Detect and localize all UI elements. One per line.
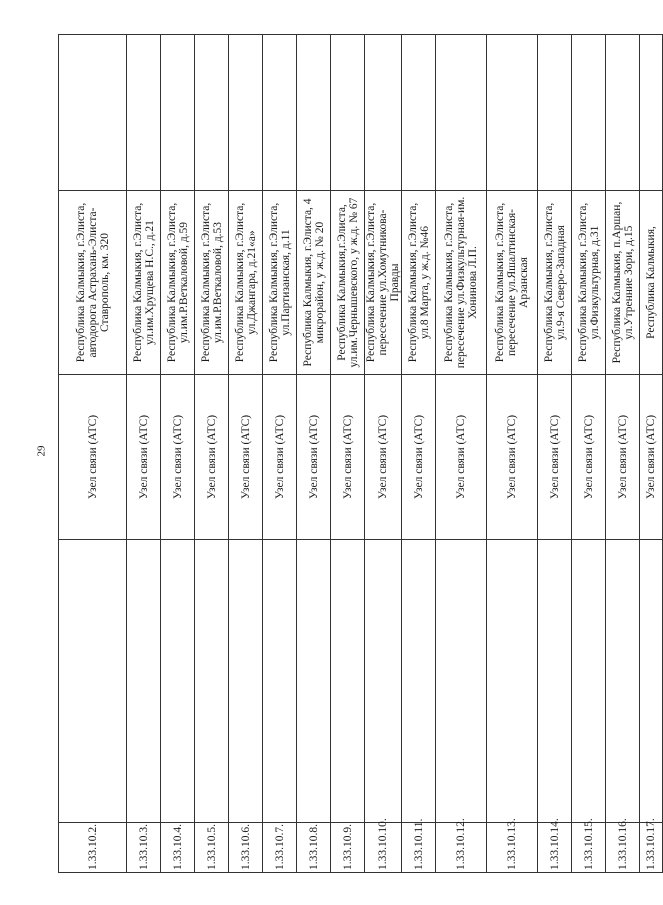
blank-cell — [59, 540, 127, 823]
table-row — [127, 35, 161, 873]
blank-cell — [606, 540, 640, 823]
object-type-cell: Узел связи (АТС) — [195, 375, 229, 540]
object-type-cell: Узел связи (АТС) — [365, 375, 402, 540]
object-type-cell: Узел связи (АТС) — [538, 375, 572, 540]
table-row — [640, 35, 663, 873]
table-row — [161, 35, 195, 873]
object-type-cell: Узел связи (АТС) — [297, 375, 331, 540]
row-number-cell: 1.33.10.11. — [402, 823, 436, 873]
blank-cell — [331, 540, 365, 823]
blank-cell — [640, 35, 663, 191]
object-type-cell: Узел связи (АТС) — [436, 375, 487, 540]
rotated-table-wrapper — [58, 35, 657, 873]
address-cell: Республика Калмыкия,г.Элиста, ул.им.Чернышевского, у ж.д. № 67 — [331, 191, 365, 375]
row-number-cell: 1.33.10.17. — [640, 823, 663, 873]
address-cell: Республика Калмыкия, г.Элиста, пересечение ул.Хомутникова-Правды — [365, 191, 402, 375]
table-row — [59, 35, 127, 873]
blank-cell — [161, 35, 195, 191]
table-row — [331, 35, 365, 873]
blank-cell — [572, 540, 606, 823]
address-cell: Республика Калмыкия, г.Элиста, ул.им.Хрущева Н.С., д.21 — [127, 191, 161, 375]
object-type-cell: Узел связи (АТС) — [127, 375, 161, 540]
blank-cell — [297, 540, 331, 823]
table-row — [487, 35, 538, 873]
row-number-cell: 1.33.10.4. — [161, 823, 195, 873]
row-number-cell: 1.33.10.8. — [297, 823, 331, 873]
blank-cell — [263, 540, 297, 823]
table-row — [365, 35, 402, 873]
blank-cell — [59, 35, 127, 191]
address-cell: Республика Калмыкия, г.Элиста, ул.Партизанская, д.11 — [263, 191, 297, 375]
address-cell: Республика Калмыкия, г.Элиста, 4 микрорайон, у ж.д. № 20 — [297, 191, 331, 375]
table-row — [229, 35, 263, 873]
blank-cell — [538, 540, 572, 823]
blank-cell — [161, 540, 195, 823]
address-cell: Республика Калмыкия, г.Элиста, ул.им.Р.Веткаловой, д.53 — [195, 191, 229, 375]
object-type-cell: Узел связи (АТС) — [161, 375, 195, 540]
rotated-table-frame — [58, 35, 657, 873]
row-number-cell: 1.33.10.3. — [127, 823, 161, 873]
table-row — [606, 35, 640, 873]
blank-cell — [127, 35, 161, 191]
blank-cell — [402, 540, 436, 823]
address-cell: Республика Калмыкия, г.Элиста, ул.8 Марта, у ж.д. №46 — [402, 191, 436, 375]
blank-cell — [436, 35, 487, 191]
address-cell: Республика Калмыкия, г.Элиста, пересечение ул.Яшалтинская-Арзанская — [487, 191, 538, 375]
blank-cell — [487, 35, 538, 191]
address-cell: Республика Калмыкия, г.Элиста, ул.им.Р.Веткаловой, д.59 — [161, 191, 195, 375]
table-row — [402, 35, 436, 873]
address-cell: Республика Калмыкия, г.Элиста, ул.Физкультурная, д.31 — [572, 191, 606, 375]
address-cell: Республика Калмыкия, п.Аршан, ул.Утренние Зори, д.15 — [606, 191, 640, 375]
address-cell: Республика Калмыкия, г.Элиста, автодорога Астрахань-Элиста-Ставрополь, км. 320 — [59, 191, 127, 375]
object-type-cell: Узел связи (АТС) — [640, 375, 663, 540]
table-row — [538, 35, 572, 873]
blank-cell — [297, 35, 331, 191]
blank-cell — [229, 540, 263, 823]
blank-cell — [365, 540, 402, 823]
blank-cell — [436, 540, 487, 823]
object-type-cell: Узел связи (АТС) — [59, 375, 127, 540]
blank-cell — [640, 540, 663, 823]
object-type-cell: Узел связи (АТС) — [572, 375, 606, 540]
row-number-cell: 1.33.10.5. — [195, 823, 229, 873]
row-number-cell: 1.33.10.13. — [487, 823, 538, 873]
address-cell: Республика Калмыкия, — [640, 191, 663, 375]
facilities-table — [58, 34, 663, 873]
table-body — [59, 35, 663, 873]
row-number-cell: 1.33.10.6. — [229, 823, 263, 873]
blank-cell — [195, 35, 229, 191]
row-number-cell: 1.33.10.16. — [606, 823, 640, 873]
blank-cell — [572, 35, 606, 191]
blank-cell — [263, 35, 297, 191]
object-type-cell: Узел связи (АТС) — [229, 375, 263, 540]
blank-cell — [127, 540, 161, 823]
blank-cell — [538, 35, 572, 191]
row-number-cell: 1.33.10.7. — [263, 823, 297, 873]
table-row — [572, 35, 606, 873]
table-row — [195, 35, 229, 873]
row-number-cell: 1.33.10.9. — [331, 823, 365, 873]
blank-cell — [331, 35, 365, 191]
object-type-cell: Узел связи (АТС) — [263, 375, 297, 540]
blank-cell — [487, 540, 538, 823]
row-number-cell: 1.33.10.15. — [572, 823, 606, 873]
row-number-cell: 1.33.10.10. — [365, 823, 402, 873]
address-cell: Республика Калмыкия, г.Элиста, пересечение ул.Физкультурная-им. Хонинова Л.П. — [436, 191, 487, 375]
blank-cell — [365, 35, 402, 191]
blank-cell — [402, 35, 436, 191]
object-type-cell: Узел связи (АТС) — [331, 375, 365, 540]
table-row — [297, 35, 331, 873]
object-type-cell: Узел связи (АТС) — [402, 375, 436, 540]
row-number-cell: 1.33.10.12. — [436, 823, 487, 873]
blank-cell — [606, 35, 640, 191]
row-number-cell: 1.33.10.14. — [538, 823, 572, 873]
blank-cell — [195, 540, 229, 823]
page-number: 29 — [35, 445, 48, 457]
table-row — [436, 35, 487, 873]
address-cell: Республика Калмыкия, г.Элиста, ул.Джангара, д.21«а» — [229, 191, 263, 375]
table-row — [263, 35, 297, 873]
object-type-cell: Узел связи (АТС) — [487, 375, 538, 540]
object-type-cell: Узел связи (АТС) — [606, 375, 640, 540]
address-cell: Республика Калмыкия, г.Элиста, ул.9-я Северо-Западная — [538, 191, 572, 375]
blank-cell — [229, 35, 263, 191]
row-number-cell: 1.33.10.2. — [59, 823, 127, 873]
